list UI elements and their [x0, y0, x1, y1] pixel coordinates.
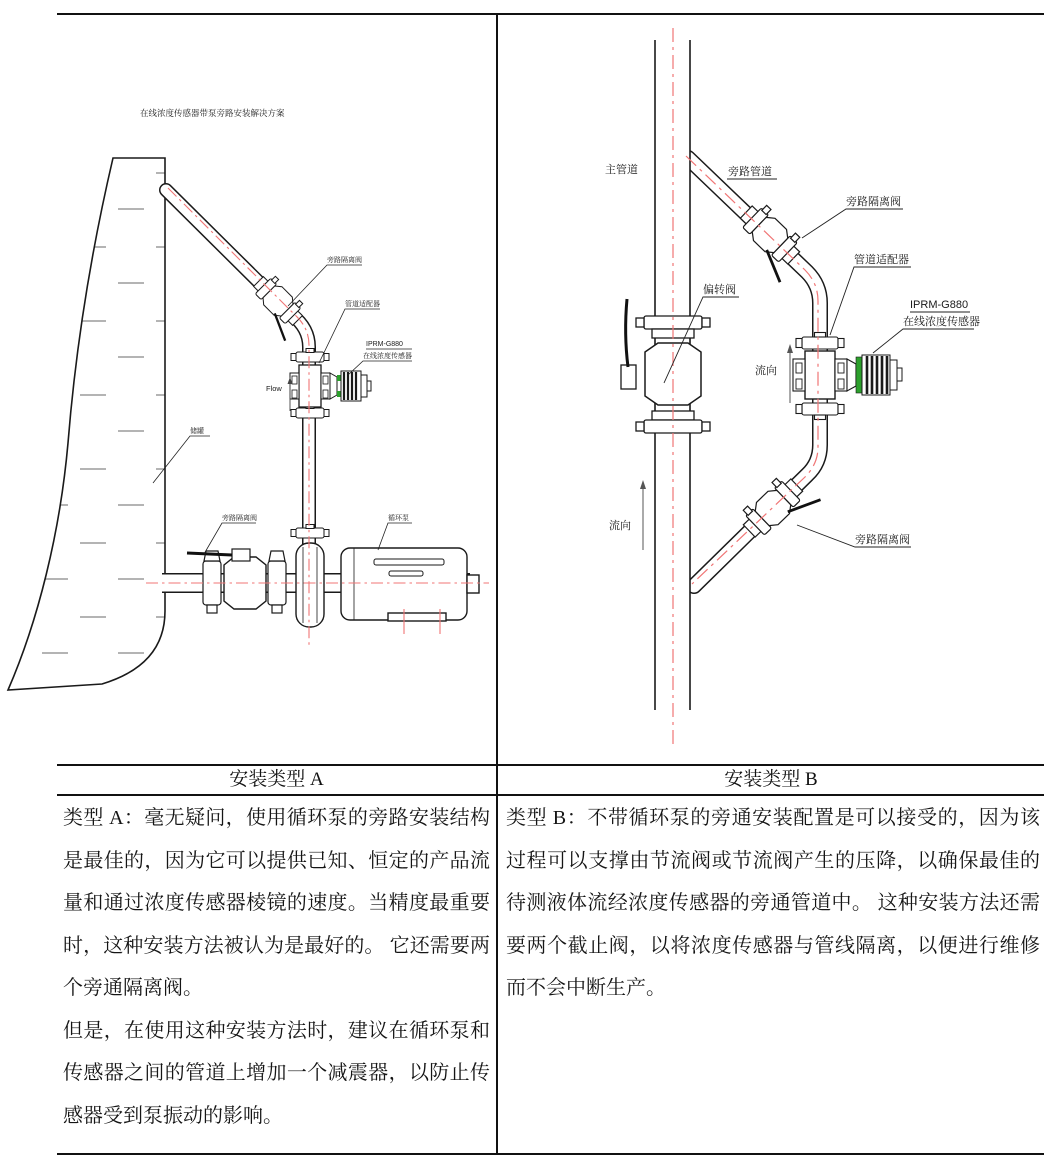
type-a-paragraph-2: 但是，在使用这种安装方法时，建议在循环泵和传感器之间的管道上增加一个减震器，以防止传感器受到泵振动的影响。: [63, 1019, 490, 1127]
header-type-a: 安装类型 A: [229, 769, 324, 790]
pipe-adapter-label: 管道适配器: [854, 254, 909, 266]
bypass-valve-bottom-label: 旁路隔离阀: [855, 534, 910, 546]
table-header-bottom-border: [57, 794, 1044, 796]
type-b-description: [506, 797, 1040, 1153]
diagram-title: 在线浓度传感器带泵旁路安装解决方案: [140, 108, 285, 118]
flow-annotation-upper: [755, 344, 793, 403]
main-pipe-label: 主管道: [605, 164, 638, 176]
sensor-green-mark: [337, 375, 341, 381]
bypass-valve-top-label: 旁路隔离阀: [327, 257, 362, 264]
deflection-valve-label: 偏转阀: [703, 284, 736, 296]
bypass-valve-bottom-label: 旁路隔离阀: [222, 515, 257, 522]
flow-lower-label: 流向: [609, 520, 631, 532]
pipe-adapter-label: 管道适配器: [345, 301, 380, 308]
circulation-pump: [296, 543, 479, 627]
sensor-name-label: 在线浓度传感器: [903, 316, 980, 328]
sensor-green-mark: [337, 391, 341, 397]
pump-label: 循环泵: [388, 515, 409, 522]
sensor-model-label: IPRM-G880: [910, 299, 969, 311]
flow-label: Flow: [266, 384, 282, 393]
table-bottom-border: [57, 1153, 1044, 1155]
type-a-paragraph-1: 类型 A：毫无疑问，使用循环泵的旁路安装结构是最佳的，因为它可以提供已知、恒定的产品流量和通过浓度传感器棱镜的速度。当精度最重要时，这种安装方法被认为是最好的。 它还需要两个旁通隔离阀。: [63, 807, 490, 999]
diagram-type-b: [497, 13, 1059, 765]
bypass-pipe-label: 旁路管道: [728, 166, 772, 178]
flow-arrow-icon: [787, 344, 793, 353]
flow-annotation: [266, 377, 293, 411]
sensor-assembly: [793, 333, 902, 420]
tank-label: 储罐: [190, 428, 204, 435]
type-b-paragraph-1: 类型 B：不带循环泵的旁通安装配置是可以接受的，因为该过程可以支撑由节流阀或节流阀产生的压降，以确保最佳的待测液体流经浓度传感器的旁通管道中。 这种安装方法还需要两个截止阀，以将浓度传感器与管线隔离，以便进行维修而不会中断生产。: [506, 807, 1040, 999]
flow-upper-label: 流向: [755, 365, 777, 377]
flow-annotation-lower: [609, 480, 646, 550]
flow-arrow-icon: [640, 480, 646, 489]
sensor-green-band: [856, 357, 862, 393]
diagram-type-a: [0, 13, 497, 765]
bypass-valve-top-label: 旁路隔离阀: [846, 196, 901, 208]
header-type-b: 安装类型 B: [724, 769, 818, 790]
bypass-pipe: [166, 190, 309, 558]
sensor-name-label: 在线浓度传感器: [363, 353, 412, 360]
type-a-description: [63, 797, 490, 1153]
storage-tank: [8, 158, 165, 690]
sensor-model-label: IPRM-G880: [366, 341, 403, 348]
deflection-valve: [621, 299, 710, 433]
